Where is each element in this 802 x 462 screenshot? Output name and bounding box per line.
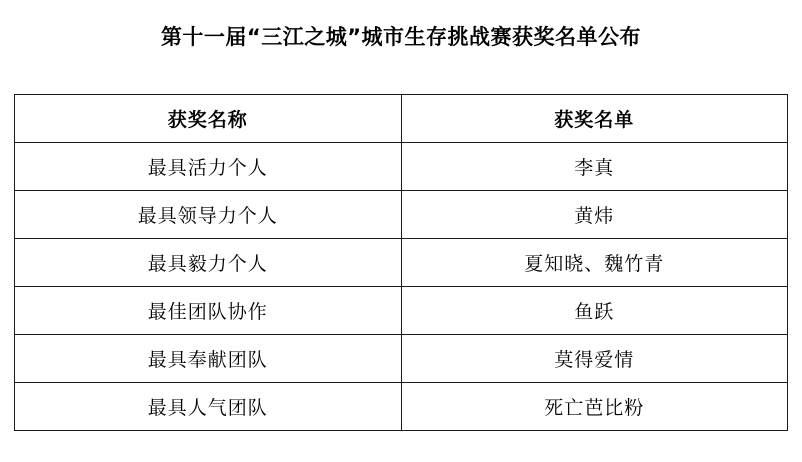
cell-award-recipients: 黄炜 bbox=[401, 191, 788, 239]
cell-award-name: 最具毅力个人 bbox=[15, 239, 402, 287]
table-body bbox=[15, 143, 788, 431]
award-table bbox=[14, 94, 788, 431]
cell-award-recipients: 夏知晓、魏竹青 bbox=[401, 239, 788, 287]
cell-award-recipients: 李真 bbox=[401, 143, 788, 191]
table-row bbox=[15, 143, 788, 191]
table-row bbox=[15, 383, 788, 431]
column-header-award-name: 获奖名称 bbox=[15, 95, 402, 143]
table-header-row bbox=[15, 95, 788, 143]
table-header bbox=[15, 95, 788, 143]
table-row bbox=[15, 191, 788, 239]
table-row bbox=[15, 239, 788, 287]
column-header-award-recipients: 获奖名单 bbox=[401, 95, 788, 143]
cell-award-name: 最具人气团队 bbox=[15, 383, 402, 431]
table-row bbox=[15, 287, 788, 335]
cell-award-recipients: 死亡芭比粉 bbox=[401, 383, 788, 431]
cell-award-name: 最具领导力个人 bbox=[15, 191, 402, 239]
page-title: 第十一届“三江之城”城市生存挑战赛获奖名单公布 bbox=[160, 25, 642, 49]
cell-award-name: 最佳团队协作 bbox=[15, 287, 402, 335]
cell-award-name: 最具奉献团队 bbox=[15, 335, 402, 383]
cell-award-recipients: 莫得爱情 bbox=[401, 335, 788, 383]
table-row bbox=[15, 335, 788, 383]
cell-award-recipients: 鱼跃 bbox=[401, 287, 788, 335]
cell-award-name: 最具活力个人 bbox=[15, 143, 402, 191]
award-table-container bbox=[14, 94, 788, 431]
